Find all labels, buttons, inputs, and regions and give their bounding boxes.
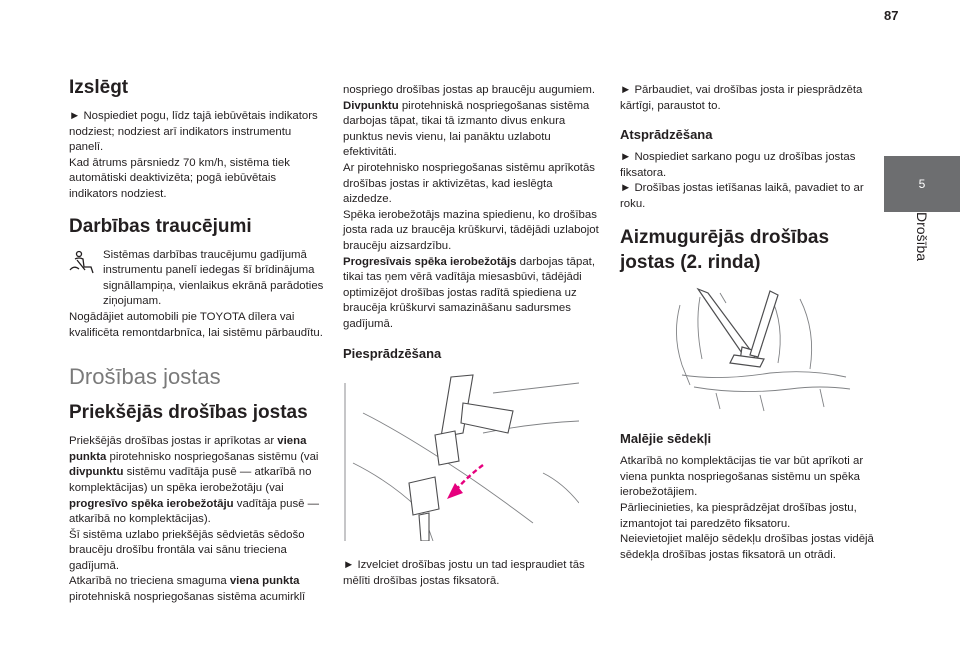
darbibas-paragraph-1: Sistēmas darbības traucējumu gadījumā instrumentu panelī iedegas šī brīdinājuma signāllampiņa, vienlaikus ekrānā parādoties ziņojumam. (103, 248, 324, 308)
warning-block (69, 248, 325, 310)
prieksejas-paragraph-1: Priekšējās drošības jostas ir aprīkotas ar viena punkta pirotehnisko nospriegošanas sistēmu (vai divpunktu sistēmu vadītāja pusē — atkarībā no komplektācijas) un spēka ierobežotāju (vai progresīvo spēka ierobežotāju vadītāja pusē — atkarībā no komplektācijas). (69, 435, 320, 526)
section-label (912, 212, 932, 302)
column-3 (620, 83, 876, 563)
atspradzesana-paragraph-2: ► Drošības jostas ietīšanas laikā, pavadiet to ar roku. (620, 182, 864, 210)
col2-paragraph-1: nospriego drošības jostas ap braucēju augumiem. (343, 84, 596, 96)
izslegt-heading: Izslēgt (69, 77, 129, 98)
izslegt-paragraph-1: ► Nospiediet pogu, līdz tajā iebūvētais indikators nodziest; nodziest arī indikators instrumentu panelī. (69, 110, 318, 154)
seatbelt-warning-lamp-icon (69, 248, 103, 310)
column-1 (69, 76, 325, 606)
malejie-sedekli-heading: Malējie sēdekļi (620, 431, 712, 447)
piespradzesana-paragraph: ► Izvelciet drošības jostu un tad iespraudiet tās mēlīti drošības jostas fiksatorā. (343, 559, 585, 587)
malejie-paragraph-2: Pārliecinieties, ka piesprādzējat drošības jostu, izmantojot tai paredzēto fiksatoru. (620, 501, 857, 530)
section-number: 5 (918, 177, 926, 191)
malejie-paragraph-3: Neievietojiet malējo sēdekļu drošības jostas vidējā sēdekļa drošības jostas fiksatorā un otrādi. (620, 533, 874, 561)
col2-paragraph-2: Divpunktu pirotehniskā nospriegošanas sistēma darbojas tāpat, tikai tā izmanto divus enkura punktus nevis vienu, lai panāktu uzlabotu efektivitāti. (343, 99, 590, 159)
rear-seats-illustration (620, 285, 858, 419)
piespradzesana-heading: Piesprādzēšana (343, 345, 442, 361)
atspradzesana-heading: Atsprādzēšana (620, 127, 713, 143)
section-title: Drošība (914, 212, 930, 262)
aizmugurejas-heading: Aizmugurējās drošības jostas (2. rinda) (620, 226, 830, 273)
col3-paragraph-1: ► Pārbaudiet, vai drošības josta ir piesprādzēta kārtīgi, paraustot to. (620, 84, 863, 112)
prieksejas-heading: Priekšējās drošības jostas (69, 402, 308, 424)
col2-paragraph-4: Spēka ierobežotājs mazina spiedienu, ko drošības josta rada uz braucēja krūškurvi, tādējādi uzlabojot braucēju aizsardzību. (343, 208, 599, 252)
prieksejas-paragraph-2: Šī sistēma uzlabo priekšējās sēdvietās sēdošo braucēju drošību frontāla vai sānu trieciena gadījumā. (69, 528, 305, 572)
izslegt-paragraph-2: Kad ātrums pārsniedz 70 km/h, sistēma tiek automātiski deaktivizēta; pogā iebūvētais indikators nodziest. (69, 156, 290, 200)
col2-paragraph-5: Progresīvais spēka ierobežotājs darbojas tāpat, tikai tas ņem vērā vadītāja miesasbūvi, tādējādi optimizējot drošības jostas radītā spiediena uz braucēja krūškurvi samazināšanu sadursmes gadījumā. (343, 255, 596, 330)
atspradzesana-paragraph-1: ► Nospiediet sarkano pogu uz drošības jostas fiksatora. (620, 151, 856, 179)
prieksejas-paragraph-3: Atkarībā no trieciena smaguma viena punkta pirotehniskā nospriegošanas sistēma acumirklī (69, 575, 306, 604)
darbibas-heading: Darbības traucējumi (69, 215, 252, 237)
section-tab[interactable] (884, 156, 960, 212)
column-2 (343, 83, 600, 589)
malejie-paragraph-1: Atkarībā no komplektācijas tie var būt aprīkoti ar viena punkta nospriegošanas sistēmu un spēka ierobežotājiem. (620, 455, 864, 499)
page-number: 87 (884, 8, 899, 23)
darbibas-paragraph-2: Nogādājiet automobili pie TOYOTA dīlera vai kvalificēta remontdarbnīca, lai sistēmu pārbaudītu. (69, 310, 323, 339)
col2-paragraph-3: Ar pirotehnisko nospriegošanas sistēmu aprīkotās drošības jostas ir aktivizētas, kad ieslēgta aizdedze. (343, 161, 595, 206)
buckle-illustration (343, 373, 581, 547)
drosibas-jostas-heading: Drošības jostas (69, 364, 221, 390)
